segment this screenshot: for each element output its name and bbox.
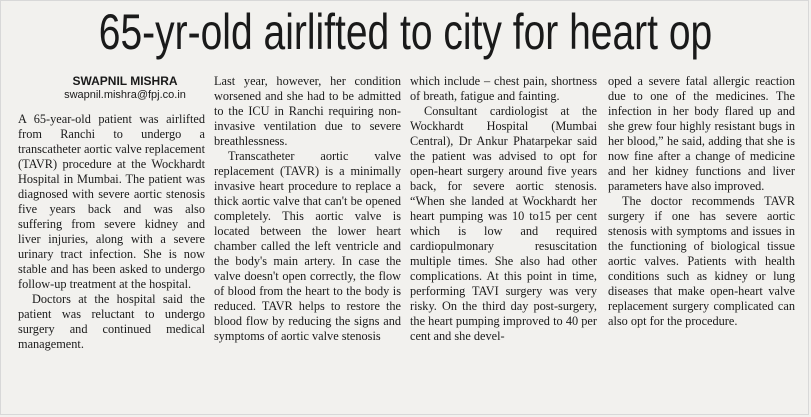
author-name: SWAPNIL MISHRA	[72, 74, 178, 88]
paragraph: Doctors at the hospital said the patient was reluctant to undergo surgery and continued medical management.	[18, 292, 205, 351]
paragraph: Transcatheter aortic valve replacement (TAVR) is a minimally invasive heart procedure to replace a thick aortic valve that can't be opened completely. This aortic valve is located between the lower heart chamber called the left ventricle and the body's main artery. In case the valve doesn't open correctly, the flow of blood from the heart to the body is reduced. TAVR helps to restore the blood flow by reducing the signs and symptoms of aortic valve stenosis	[214, 149, 401, 343]
paragraph: The doctor recommends TAVR surgery if one has severe aortic stenosis with symptoms and issues in the functioning of biological tissue aortic valves. Patients with health conditions such as kidney or lung diseases that make open-heart valve replacement surgery complicated can also opt for the procedure.	[608, 194, 795, 328]
paragraph: which include – chest pain, shortness of breath, fatigue and fainting.	[410, 74, 597, 103]
paragraph: A 65-year-old patient was airlifted from Ranchi to undergo a transcatheter aortic valve replacement (TAVR) procedure at the Wockhardt Hospital in Mumbai. The patient was diagnosed with severe aortic stenosis five years back and was also suffering from severe kidney and liver injuries, along with a severe urinary tract infection. She is now stable and has been asked to undergo follow-up treatment at the hospital.	[18, 112, 205, 291]
paragraph: Last year, however, her condition worsened and she had to be admitted to the ICU in Ranchi requiring non-invasive ventilation due to severe breathlessness.	[214, 74, 401, 148]
headline: 65-yr-old airlifted to city for heart op	[98, 4, 713, 60]
column-4	[608, 74, 795, 329]
column-1	[18, 112, 205, 352]
paragraph: Consultant cardiologist at the Wockhardt Hospital (Mumbai Central), Dr Ankur Phatarpekar said the patient was advised to opt for open-heart surgery around five years back, for severe aortic stenosis. “When she landed at Wockhardt her heart pumping was 10 to15 per cent which is low and required cardiopulmonary resuscitation multiple times. She also had other complications. At this point in time, performing TAVI surgery was very risky. On the third day post-surgery, the heart pumping improved to 40 per cent and she devel-	[410, 104, 597, 343]
column-2	[214, 74, 401, 344]
column-3	[410, 74, 597, 344]
author-email: swapnil.mishra@fpj.co.in	[64, 89, 186, 101]
byline	[40, 74, 210, 102]
paragraph: oped a severe fatal allergic reaction due to one of the medicines. The infection in her body flared up and she grew four highly resistant bugs in her blood,” he said, adding that she is now fine after a change of medicine and her kidney functions and liver parameters have also improved.	[608, 74, 795, 193]
